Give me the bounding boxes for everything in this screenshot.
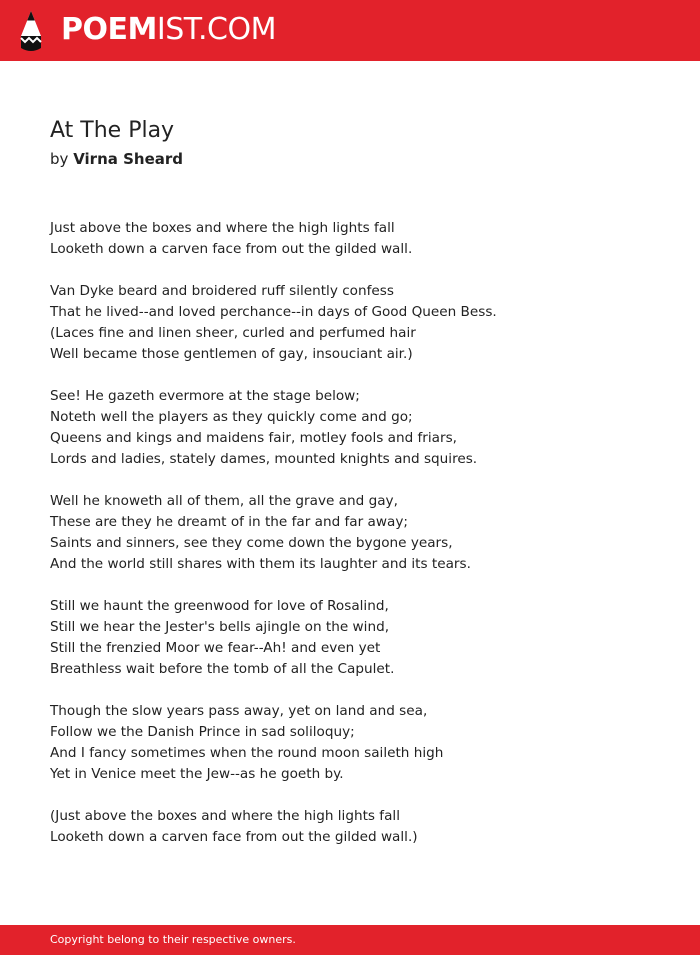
poem-body <box>50 218 670 869</box>
stanza <box>50 701 670 785</box>
poem-line: Saints and sinners, see they come down the bygone years, <box>50 535 453 551</box>
site-footer <box>0 925 700 955</box>
stanza <box>50 596 670 680</box>
poem-line: That he lived--and loved perchance--in days of Good Queen Bess. <box>50 304 497 320</box>
poem-line: Noteth well the players as they quickly come and go; <box>50 409 413 425</box>
site-header <box>0 0 700 61</box>
pencil-tip-icon[interactable] <box>18 10 44 52</box>
poem-line: Well he knoweth all of them, all the grave and gay, <box>50 493 398 509</box>
poem-line: See! He gazeth evermore at the stage below; <box>50 388 360 404</box>
poem-line: Still the frenzied Moor we fear--Ah! and even yet <box>50 640 381 656</box>
site-logo[interactable] <box>61 12 276 48</box>
author-name: Virna Sheard <box>73 150 184 168</box>
poem-line: Follow we the Danish Prince in sad soliloquy; <box>50 724 355 740</box>
poem-title: At The Play <box>50 118 175 143</box>
stanza <box>50 218 670 260</box>
byline <box>50 148 183 170</box>
logo-brand-bold: POEM <box>61 12 157 47</box>
stanza <box>50 491 670 575</box>
stanza <box>50 281 670 365</box>
poem-line: Breathless wait before the tomb of all the Capulet. <box>50 661 395 677</box>
poem-line: Yet in Venice meet the Jew--as he goeth by. <box>50 766 344 782</box>
stanza <box>50 806 670 848</box>
stanza <box>50 386 670 470</box>
poem-line: Lords and ladies, stately dames, mounted knights and squires. <box>50 451 478 467</box>
poem-line: These are they he dreamt of in the far and far away; <box>50 514 408 530</box>
poem-line: Though the slow years pass away, yet on land and sea, <box>50 703 428 719</box>
by-label: by <box>50 150 69 168</box>
poem-line: Van Dyke beard and broidered ruff silently confess <box>50 283 394 299</box>
poem-line: Still we haunt the greenwood for love of Rosalind, <box>50 598 389 614</box>
poem-line: (Just above the boxes and where the high lights fall <box>50 808 400 824</box>
copyright-text: Copyright belong to their respective owners. <box>50 933 296 946</box>
poem-line: (Laces fine and linen sheer, curled and perfumed hair <box>50 325 416 341</box>
poem-line: Still we hear the Jester's bells ajingle on the wind, <box>50 619 390 635</box>
logo-brand-light: IST.COM <box>156 12 276 47</box>
poem-line: And I fancy sometimes when the round moon saileth high <box>50 745 444 761</box>
poem-line: Queens and kings and maidens fair, motley fools and friars, <box>50 430 457 446</box>
poem-line: Just above the boxes and where the high lights fall <box>50 220 395 236</box>
poem-line: Well became those gentlemen of gay, insouciant air.) <box>50 346 413 362</box>
poem-line: Looketh down a carven face from out the gilded wall. <box>50 241 413 257</box>
poem-line: And the world still shares with them its laughter and its tears. <box>50 556 471 572</box>
poem-line: Looketh down a carven face from out the gilded wall.) <box>50 829 418 845</box>
